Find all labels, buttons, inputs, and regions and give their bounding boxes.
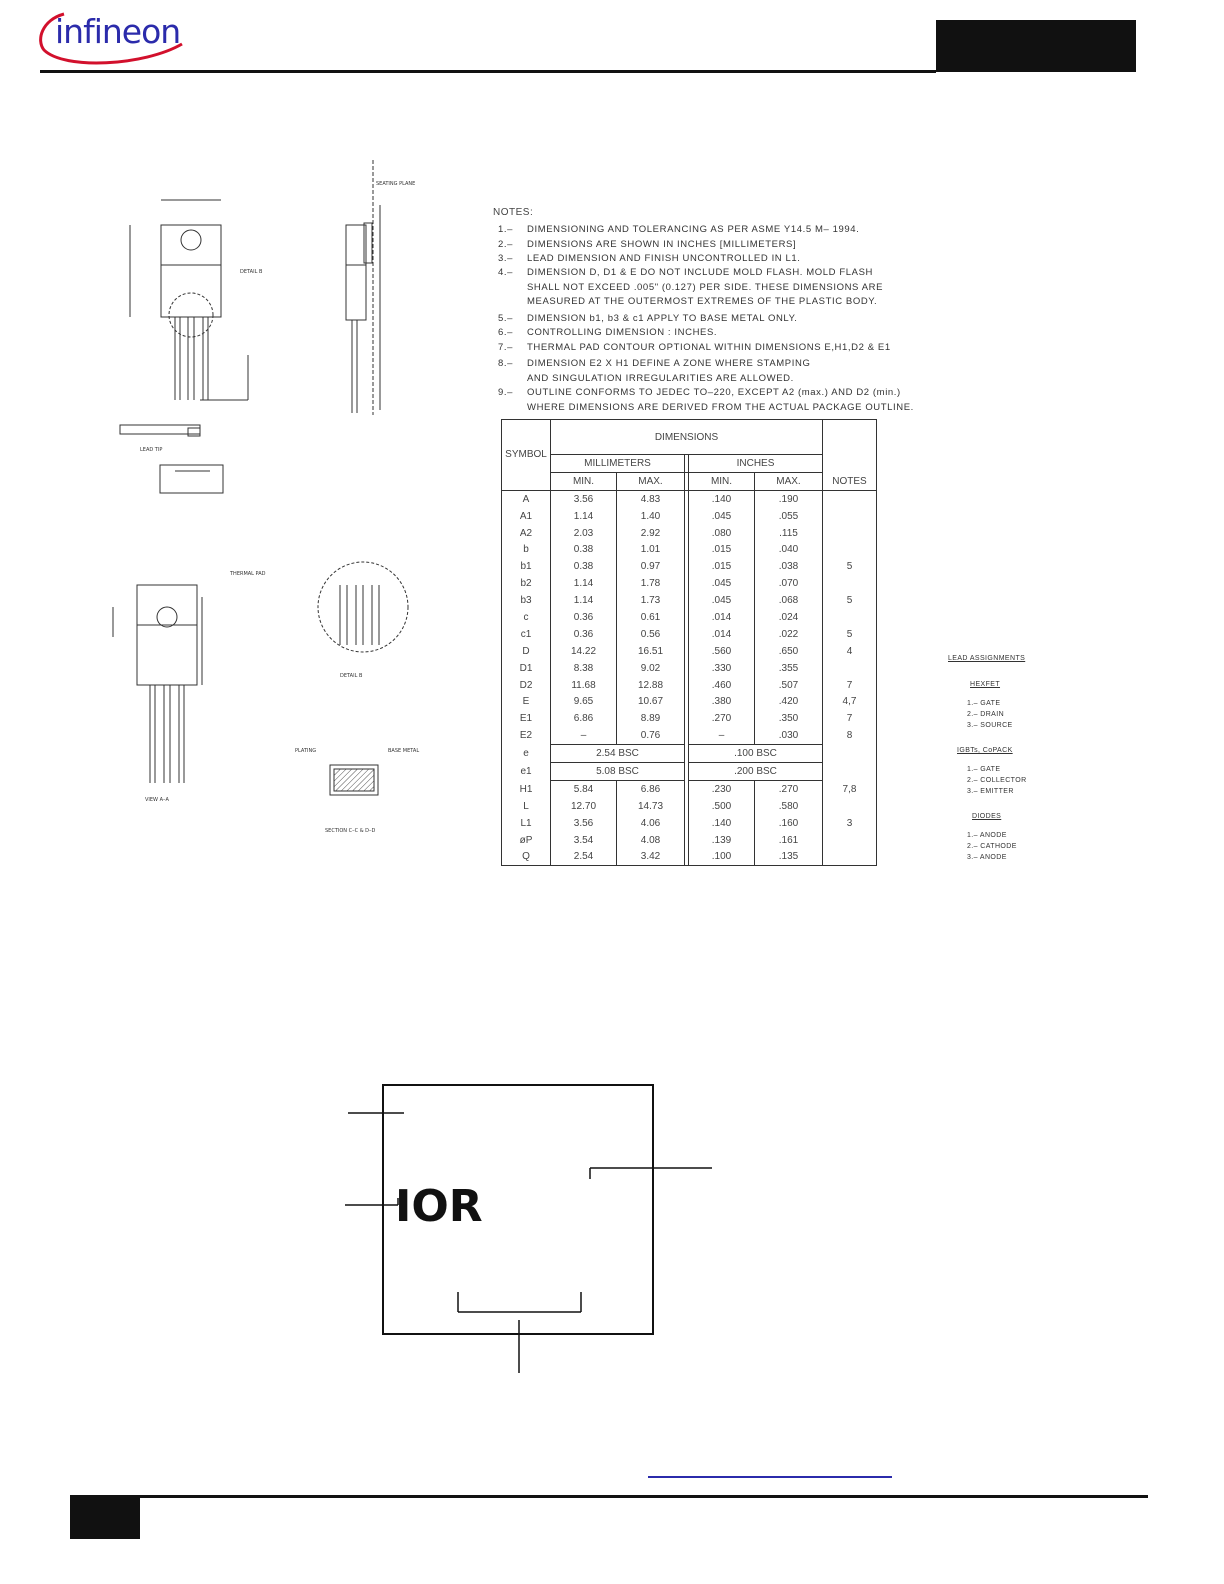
table-cell: 2.92: [617, 525, 685, 542]
lead-item: 2.– DRAIN: [967, 711, 1005, 718]
footer-rule: [70, 1495, 1148, 1498]
symbol-header: SYMBOL: [502, 420, 551, 491]
table-row: [502, 798, 877, 815]
table-cell: –: [689, 727, 755, 744]
mm-min-header: MIN.: [551, 472, 617, 490]
table-cell: 1.14: [551, 508, 617, 525]
millimeters-header: MILLIMETERS: [551, 455, 685, 473]
note-text: WHERE DIMENSIONS ARE DERIVED FROM THE ACTUAL PACKAGE OUTLINE.: [527, 401, 914, 413]
table-cell: .140: [689, 815, 755, 832]
note-number: 3.–: [498, 253, 514, 264]
table-row: [502, 541, 877, 558]
lead-tip-label: LEAD TIP: [140, 447, 163, 453]
table-cell: .038: [755, 558, 823, 575]
table-cell: 3: [823, 815, 877, 832]
lead-item: 2.– COLLECTOR: [967, 777, 1027, 784]
table-cell: [823, 490, 877, 507]
table-cell: [823, 525, 877, 542]
table-cell: 4.08: [617, 832, 685, 849]
table-cell: 2.54: [551, 848, 617, 865]
detail-b-label: DETAIL B: [340, 673, 363, 679]
table-cell: .507: [755, 677, 823, 694]
note-text: DIMENSION D, D1 & E DO NOT INCLUDE MOLD FLASH. MOLD FLASH: [527, 267, 873, 278]
table-cell: .045: [689, 575, 755, 592]
dimensions-header: DIMENSIONS: [551, 420, 823, 455]
table-cell: 12.70: [551, 798, 617, 815]
table-cell: c: [502, 609, 551, 626]
table-cell: .045: [689, 592, 755, 609]
table-cell: 2.54 BSC: [551, 745, 685, 763]
table-cell: 3.56: [551, 815, 617, 832]
table-cell: .420: [755, 693, 823, 710]
table-cell: 1.78: [617, 575, 685, 592]
inches-header: INCHES: [689, 455, 823, 473]
note-item: [498, 223, 859, 238]
table-cell: D: [502, 643, 551, 660]
table-cell: .040: [755, 541, 823, 558]
table-cell: .200 BSC: [689, 763, 823, 781]
table-cell: 1.40: [617, 508, 685, 525]
lead-item: 1.– ANODE: [967, 832, 1007, 839]
table-cell: 1.01: [617, 541, 685, 558]
table-cell: 9.65: [551, 693, 617, 710]
table-cell: .055: [755, 508, 823, 525]
note-text: SHALL NOT EXCEED .005" (0.127) PER SIDE. THESE DIMENSIONS ARE: [527, 281, 884, 293]
table-cell: [823, 745, 877, 763]
table-cell: 1.73: [617, 592, 685, 609]
header-black-block: [936, 20, 1136, 72]
table-cell: L1: [502, 815, 551, 832]
package-outline-drawing: [100, 155, 440, 845]
table-cell: øP: [502, 832, 551, 849]
table-cell: 8: [823, 727, 877, 744]
note-text: DIMENSIONING AND TOLERANCING AS PER ASME Y14.5 M– 1994.: [527, 224, 860, 235]
base-metal-label: BASE METAL: [388, 748, 420, 754]
table-cell: .014: [689, 609, 755, 626]
ior-logo-icon: [395, 1181, 483, 1232]
note-number: 2.–: [498, 239, 514, 250]
table-cell: .270: [755, 780, 823, 797]
table-cell: .350: [755, 710, 823, 727]
table-cell: b3: [502, 592, 551, 609]
table-cell: .015: [689, 541, 755, 558]
note-number: 7.–: [498, 342, 514, 353]
table-cell: .330: [689, 660, 755, 677]
lead-item: 2.– CATHODE: [967, 843, 1017, 850]
table-cell: e1: [502, 763, 551, 781]
table-cell: A: [502, 490, 551, 507]
table-cell: [823, 541, 877, 558]
lead-group-name: HEXFET: [970, 681, 1001, 688]
table-cell: .650: [755, 643, 823, 660]
table-cell: A1: [502, 508, 551, 525]
thermal-pad-label: THERMAL PAD: [230, 571, 266, 577]
table-cell: 0.38: [551, 558, 617, 575]
table-cell: [823, 575, 877, 592]
table-row: [502, 660, 877, 677]
note-text: THERMAL PAD CONTOUR OPTIONAL WITHIN DIMENSIONS E,H1,D2 & E1: [527, 342, 891, 353]
table-cell: 11.68: [551, 677, 617, 694]
mm-max-header: MAX.: [617, 472, 685, 490]
lead-item: 1.– GATE: [967, 700, 1001, 707]
table-cell: 5: [823, 626, 877, 643]
table-cell: .580: [755, 798, 823, 815]
table-cell: .140: [689, 490, 755, 507]
table-row: [502, 643, 877, 660]
table-cell: .460: [689, 677, 755, 694]
header-rule: [40, 70, 936, 73]
table-cell: E1: [502, 710, 551, 727]
note-text: DIMENSION b1, b3 & c1 APPLY TO BASE METAL ONLY.: [527, 313, 798, 324]
in-min-header: MIN.: [689, 472, 755, 490]
table-cell: .500: [689, 798, 755, 815]
note-text: DIMENSION E2 X H1 DEFINE A ZONE WHERE STAMPING: [527, 358, 811, 369]
table-cell: b: [502, 541, 551, 558]
table-cell: b2: [502, 575, 551, 592]
table-cell: 3.54: [551, 832, 617, 849]
table-cell: –: [551, 727, 617, 744]
table-row: [502, 677, 877, 694]
dimensions-table: [501, 419, 877, 866]
table-cell: 0.97: [617, 558, 685, 575]
table-cell: [823, 832, 877, 849]
table-cell: 3.56: [551, 490, 617, 507]
table-cell: H1: [502, 780, 551, 797]
note-item: [498, 252, 801, 267]
note-text: CONTROLLING DIMENSION : INCHES.: [527, 327, 718, 338]
table-cell: .100: [689, 848, 755, 865]
note-number: 6.–: [498, 327, 514, 338]
table-cell: .115: [755, 525, 823, 542]
lead-group-name: IGBTs, CoPACK: [957, 747, 1013, 754]
table-cell: .022: [755, 626, 823, 643]
table-cell: D1: [502, 660, 551, 677]
table-row: [502, 592, 877, 609]
table-cell: 2.03: [551, 525, 617, 542]
table-cell: 4.06: [617, 815, 685, 832]
lead-assignments-title: LEAD ASSIGNMENTS: [948, 655, 1026, 662]
note-number: 9.–: [498, 387, 514, 398]
table-cell: 4,7: [823, 693, 877, 710]
note-number: 5.–: [498, 313, 514, 324]
table-row: [502, 832, 877, 849]
table-cell: 16.51: [617, 643, 685, 660]
table-row: [502, 780, 877, 797]
table-row: [502, 710, 877, 727]
note-text: LEAD DIMENSION AND FINISH UNCONTROLLED IN L1.: [527, 253, 801, 264]
note-item: [498, 341, 891, 356]
table-cell: 12.88: [617, 677, 685, 694]
table-cell: c1: [502, 626, 551, 643]
table-cell: 5.08 BSC: [551, 763, 685, 781]
table-cell: 0.36: [551, 626, 617, 643]
footer-black-block: [70, 1497, 140, 1539]
table-row: [502, 490, 877, 507]
in-max-header: MAX.: [755, 472, 823, 490]
note-text: OUTLINE CONFORMS TO JEDEC TO–220, EXCEPT A2 (max.) AND D2 (min.): [527, 387, 901, 398]
table-cell: 5.84: [551, 780, 617, 797]
table-cell: 0.36: [551, 609, 617, 626]
table-cell: [823, 660, 877, 677]
table-cell: 10.67: [617, 693, 685, 710]
table-cell: A2: [502, 525, 551, 542]
table-cell: [823, 609, 877, 626]
table-cell: .160: [755, 815, 823, 832]
table-cell: 1.14: [551, 575, 617, 592]
table-row: [502, 508, 877, 525]
note-text: DIMENSIONS ARE SHOWN IN INCHES [MILLIMETERS]: [527, 239, 797, 250]
lead-group-name: DIODES: [972, 813, 1002, 820]
note-number: 4.–: [498, 267, 514, 278]
table-row: [502, 626, 877, 643]
table-row: [502, 575, 877, 592]
table-cell: .139: [689, 832, 755, 849]
table-row: [502, 693, 877, 710]
table-cell: .560: [689, 643, 755, 660]
table-cell: .070: [755, 575, 823, 592]
ior-logo: IOR: [395, 1181, 483, 1232]
table-row: [502, 763, 877, 781]
notes-header: NOTES: [823, 472, 877, 490]
table-row: [502, 815, 877, 832]
table-cell: D2: [502, 677, 551, 694]
note-number: 1.–: [498, 224, 514, 235]
table-cell: .014: [689, 626, 755, 643]
table-cell: E: [502, 693, 551, 710]
table-cell: .230: [689, 780, 755, 797]
note-text: MEASURED AT THE OUTERMOST EXTREMES OF THE PLASTIC BODY.: [527, 296, 878, 307]
table-cell: 4.83: [617, 490, 685, 507]
table-cell: L: [502, 798, 551, 815]
table-cell: [823, 798, 877, 815]
table-cell: [823, 763, 877, 781]
table-cell: .135: [755, 848, 823, 865]
table-cell: .161: [755, 832, 823, 849]
table-cell: 14.22: [551, 643, 617, 660]
table-cell: .270: [689, 710, 755, 727]
note-item: [498, 266, 883, 310]
table-cell: .030: [755, 727, 823, 744]
table-cell: 14.73: [617, 798, 685, 815]
table-cell: 0.76: [617, 727, 685, 744]
table-cell: 5: [823, 592, 877, 609]
footer-link-underline[interactable]: [648, 1476, 892, 1478]
note-item: [498, 326, 717, 341]
table-cell: 6.86: [617, 780, 685, 797]
table-cell: b1: [502, 558, 551, 575]
table-cell: 6.86: [551, 710, 617, 727]
note-item: [498, 386, 914, 415]
table-cell: .380: [689, 693, 755, 710]
lead-item: 1.– GATE: [967, 766, 1001, 773]
note-text: AND SINGULATION IRREGULARITIES ARE ALLOWED.: [527, 372, 794, 384]
table-cell: e: [502, 745, 551, 763]
table-cell: 0.61: [617, 609, 685, 626]
notes-title: NOTES:: [493, 207, 534, 218]
table-row: [502, 848, 877, 865]
table-cell: 9.02: [617, 660, 685, 677]
table-cell: 7: [823, 677, 877, 694]
table-cell: .045: [689, 508, 755, 525]
note-item: [498, 238, 796, 253]
seating-plane-label: SEATING PLANE: [376, 181, 416, 187]
plating-label: PLATING: [295, 748, 317, 754]
table-cell: [823, 508, 877, 525]
table-row: [502, 609, 877, 626]
table-cell: 5: [823, 558, 877, 575]
table-cell: 0.38: [551, 541, 617, 558]
table-cell: Q: [502, 848, 551, 865]
note-item: [498, 357, 810, 386]
table-row: [502, 525, 877, 542]
table-cell: .024: [755, 609, 823, 626]
lead-item: 3.– EMITTER: [967, 788, 1014, 795]
table-cell: 0.56: [617, 626, 685, 643]
table-cell: .190: [755, 490, 823, 507]
table-row: [502, 745, 877, 763]
table-cell: .080: [689, 525, 755, 542]
table-row: [502, 727, 877, 744]
table-cell: 7: [823, 710, 877, 727]
table-cell: E2: [502, 727, 551, 744]
table-cell: 1.14: [551, 592, 617, 609]
table-cell: 8.89: [617, 710, 685, 727]
table-cell: 3.42: [617, 848, 685, 865]
table-row: [502, 558, 877, 575]
infineon-logo: infineon: [55, 12, 181, 51]
table-cell: [823, 848, 877, 865]
lead-item: 3.– SOURCE: [967, 722, 1013, 729]
lead-item: 3.– ANODE: [967, 854, 1007, 861]
table-cell: .355: [755, 660, 823, 677]
table-cell: .015: [689, 558, 755, 575]
table-cell: .100 BSC: [689, 745, 823, 763]
table-cell: 7,8: [823, 780, 877, 797]
part-marking-diagram: [340, 1080, 720, 1380]
view-aa-label: VIEW A–A: [145, 797, 169, 803]
table-cell: 4: [823, 643, 877, 660]
section-label: SECTION C–C & D–D: [325, 828, 376, 834]
note-item: [498, 312, 798, 327]
detail-b-callout: DETAIL B: [240, 269, 263, 275]
note-number: 8.–: [498, 358, 514, 369]
table-cell: 8.38: [551, 660, 617, 677]
table-cell: .068: [755, 592, 823, 609]
